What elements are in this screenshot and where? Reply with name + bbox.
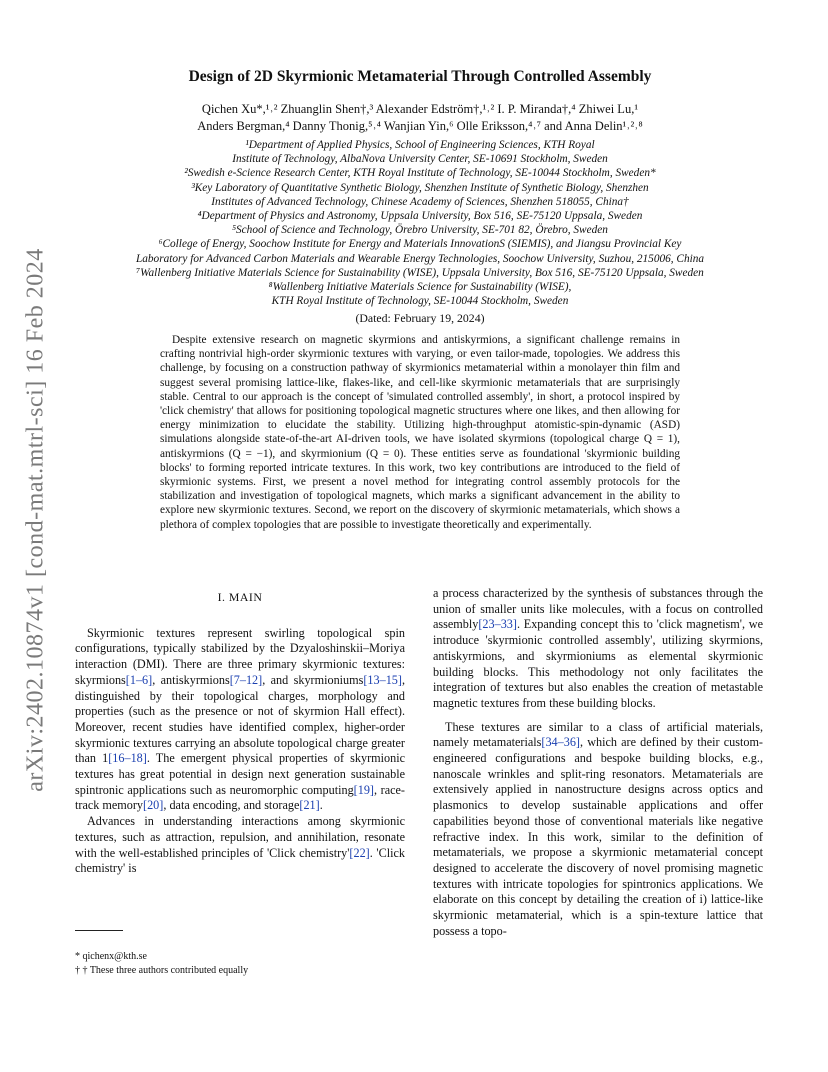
citation-link[interactable]: [21] <box>299 798 320 813</box>
author-list <box>75 101 765 135</box>
affiliation-line: ⁸Wallenberg Initiative Materials Science for Sustainability (WISE), <box>268 281 572 294</box>
citation-link[interactable]: [19] <box>353 782 374 797</box>
paper-title: Design of 2D Skyrmionic Metamaterial Through Controlled Assembly <box>188 68 652 85</box>
affiliation-line: ³Key Laboratory of Quantitative Synthetic Biology, Shenzhen Institute of Synthetic Biology, Shenzhen <box>191 181 649 194</box>
citation-link[interactable]: [1–6] <box>125 672 153 687</box>
citation-link[interactable]: [16–18] <box>108 751 147 766</box>
affiliation-line: ⁵School of Science and Technology, Örebro University, SE-701 82, Örebro, Sweden <box>232 224 608 237</box>
affiliation-line: Institutes of Advanced Technology, Chinese Academy of Sciences, Shenzhen 518055, China† <box>211 195 629 208</box>
citation-link[interactable]: [22] <box>349 845 370 860</box>
arxiv-identifier: arXiv:2402.10874v1 [cond-mat.mtrl-sci] 16 Feb 2024 <box>22 248 49 792</box>
affiliation-line: ¹Department of Applied Physics, School of Engineering Sciences, KTH Royal <box>245 139 595 151</box>
dated-line: (Dated: February 19, 2024) <box>355 311 485 325</box>
citation-link[interactable]: [23–33] <box>478 617 517 632</box>
affiliation-line: ²Swedish e-Science Research Center, KTH Royal Institute of Technology, SE-10044 Stockholm, Sweden* <box>184 167 656 180</box>
right-column <box>433 586 763 939</box>
footnote-divider <box>75 930 123 931</box>
affiliation-line: Laboratory for Advanced Carbon Materials and Wearable Energy Technologies, Soochow University, Suzhou, 215006, China <box>135 252 705 265</box>
affiliation-line: ⁶College of Energy, Soochow Institute for Energy and Materials InnovationS (SIEMIS), and Jiangsu Provincial Key <box>158 238 682 251</box>
arxiv-sidebar <box>8 0 58 1072</box>
footnotes <box>75 950 405 978</box>
affiliation-line: Institute of Technology, AlbaNova University Center, SE-10691 Stockholm, Sweden <box>232 153 608 166</box>
abstract: Despite extensive research on magnetic skyrmions and antiskyrmions, a significant challenge remains in crafting nontrivial high-order skyrmionic textures with varying, or even tailor-made, topologies. We address this challenge, by focusing on a construction pathway of skyrmionics metamaterial within a monolayer thin film and suggest several promising lattice-like, flakes-like, and cell-like skyrmionic metamaterials that are surprisingly stable. Central to our approach is the concept of 'simulated controlled assembly', in short, a protocol inspired by 'click chemistry' that allows for positioning topological magnetic structures where one likes, and then allowing for energy minimization to elucidate the stability. Utilizing high-throughput atomistic-spin-dynamic (ASD) simulations alongside state-of-the-art AI-driven tools, we have isolated skyrmions (topological charge Q = 1), antiskyrmions (Q = −1), and skyrmionium (Q = 0). These entities serve as foundational 'skyrmionic building blocks' to forming reported intricate textures. In this work, two key contributions are introduced to the field of skyrmionic systems. First, we present a novel method for integrating control assembly protocols for the stabilization and investigation of topological magnets, which marks a significant advancement in the ability to explore new skyrmionic textures. Second, we report on the discovery of skyrmionic metamaterials, which shows a plethora of complex topologies that are possible to investigate theoretically and experimentally. <box>160 334 680 531</box>
footnote-email: * qichenx@kth.se <box>75 951 147 962</box>
affiliations <box>75 138 765 308</box>
paragraph: These textures are similar to a class of artificial materials, namely metamaterials[34–36], which are defined by their custom-engineered configurations and bespoke building blocks, e.g., nanoscale wrinkles and split-ring resonators. Metamaterials are extensively applied in nanostructure designs across optics and plasmonics to develop sustainable applications and offer capabilities beyond those of conventional materials like negative refractive index. In this work, similar to the definition of metamaterials, we propose a skyrmionic metamaterial concept designed to accelerate the discovery of novel promising magnetic textures with intricate topologies for spintronics applications. We elaborate on this concept by detailing the creation of i) lattice-like skyrmionic metamaterial, which is a spin-texture lattice that possess a topo- <box>433 719 763 938</box>
left-column <box>75 590 405 877</box>
paragraph: a process characterized by the synthesis of substances through the union of smaller units like molecules, with a focus on controlled assembly[23–33]. Expanding concept this to 'click magnetism', we introduce 'skyrmionic controlled assembly', utilizing skyrmions, antiskyrmions, and skyrmioniums as elemental skyrmionic building blocks. This methodology not only facilitates the integration of textures but also enables the creation of metastable magnetic textures from these building blocks. <box>433 586 763 710</box>
citation-link[interactable]: [20] <box>143 798 164 813</box>
section-heading: I. MAIN <box>217 590 263 604</box>
paragraph: Skyrmionic textures represent swirling topological spin configurations, typically stabilized by the Dzyaloshinskii–Moriya interaction (DMI). There are three primary skyrmionic textures: skyrmions[1–6], antiskyrmions[7–12], and skyrmioniums[13–15], distinguished by their topological charges, morphology and properties (such as the presence or not of skyrmion Hall effect). Moreover, recent studies have identified complex, higher-order skyrmionic textures carrying an absolute topological charge greater than 1[16–18]. The emergent physical properties of skyrmionic textures has great potential in design next generation sustainable spintronic applications such as neuromorphic computing[19], race-track memory[20], data encoding, and storage[21]. <box>75 625 406 813</box>
footnote-equal-contribution: † † These three authors contributed equally <box>75 965 249 976</box>
authors-line-2: Anders Bergman,⁴ Danny Thonig,⁵˒⁴ Wanjian Yin,⁶ Olle Eriksson,⁴˒⁷ and Anna Delin¹˒²˒⁸ <box>197 119 643 133</box>
citation-link[interactable]: [34–36] <box>541 735 580 750</box>
affiliation-line: KTH Royal Institute of Technology, SE-10044 Stockholm, Sweden <box>271 295 569 308</box>
citation-link[interactable]: [13–15] <box>363 672 402 687</box>
paragraph: Advances in understanding interactions among skyrmionic textures, such as attraction, repulsion, and annihilation, resonate with the well-established principles of 'Click chemistry'[22]. 'Click chemistry' is <box>75 814 405 876</box>
authors-line-1: Qichen Xu*,¹˒² Zhuanglin Shen†,³ Alexander Edström†,¹˒² I. P. Miranda†,⁴ Zhiwei Lu,¹ <box>201 102 639 116</box>
citation-link[interactable]: [7–12] <box>229 672 263 687</box>
affiliation-line: ⁴Department of Physics and Astronomy, Uppsala University, Box 516, SE-75120 Uppsala, Sweden <box>197 210 643 223</box>
affiliation-line: ⁷Wallenberg Initiative Materials Science for Sustainability (WISE), Uppsala University, Box 516, SE-75120 Uppsala, Sweden <box>136 266 704 279</box>
